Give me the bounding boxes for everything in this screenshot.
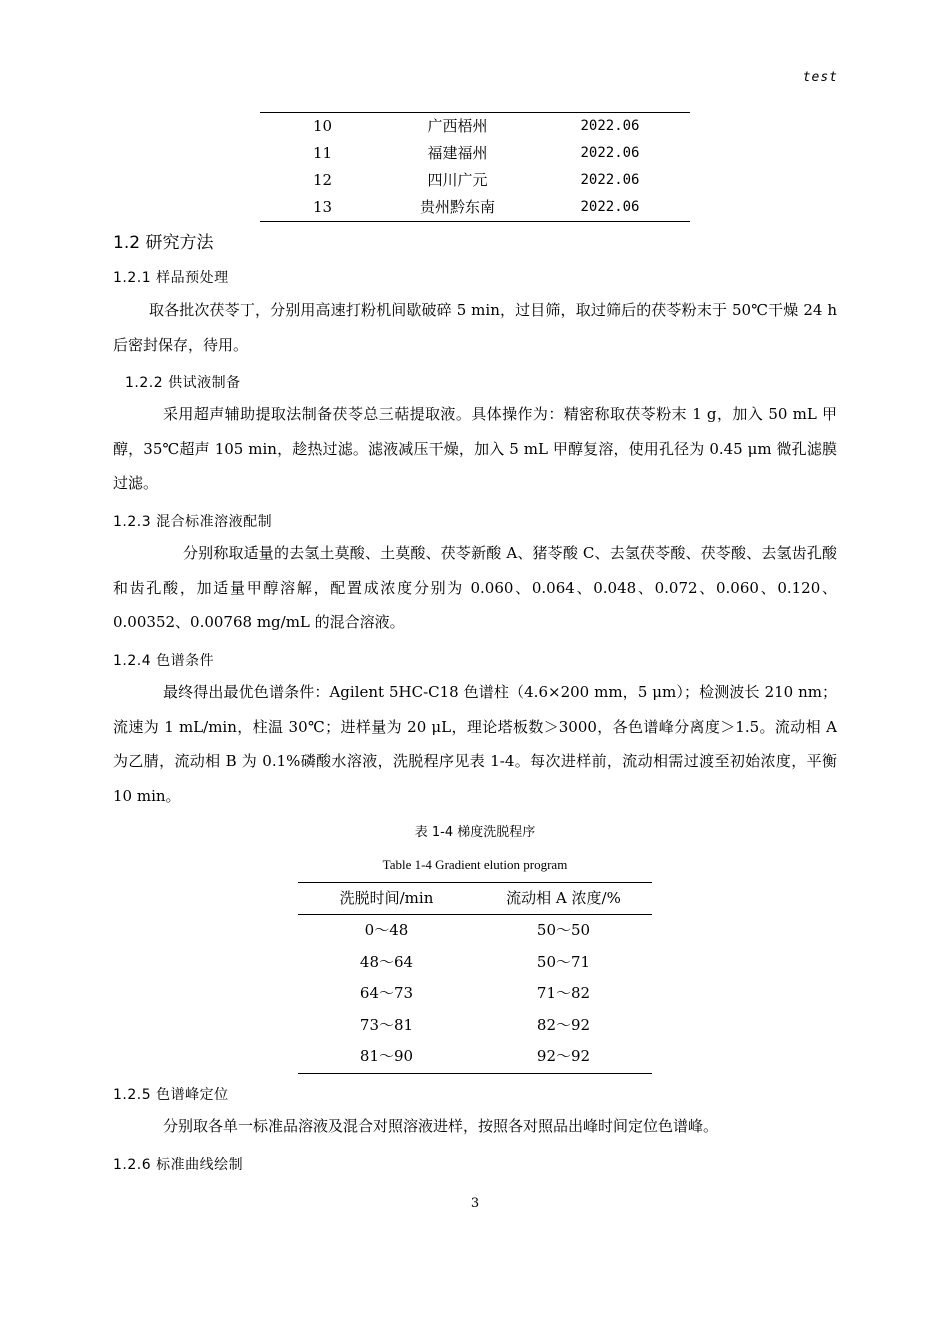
table-cell: 71～82: [536, 984, 591, 1003]
table-cell: 13: [312, 198, 333, 216]
table-row: [298, 1010, 652, 1042]
running-header: test: [802, 70, 838, 85]
table-caption-en: Table 1-4 Gradient elution program: [382, 857, 568, 872]
table-row: [298, 1041, 652, 1073]
table-cell: 64～73: [359, 984, 414, 1003]
table-cell: 福建福州: [427, 144, 488, 162]
column-header: 洗脱时间/min: [339, 889, 434, 907]
table-cell: 2022.06: [580, 145, 640, 161]
gradient-elution-table: [298, 882, 652, 1074]
section-heading-1-2-4: 1.2.4 色谱条件: [113, 653, 215, 669]
table-cell: 2022.06: [580, 118, 640, 134]
table-cell: 11: [312, 144, 333, 162]
section-heading-1-2-1: 1.2.1 样品预处理: [113, 270, 229, 286]
paragraph-1-2-5: [113, 1109, 837, 1144]
section-heading-1-2-5: 1.2.5 色谱峰定位: [113, 1087, 229, 1103]
paragraph-text: 分别取各单一标准品溶液及混合对照溶液进样，按照各对照品出峰时间定位色谱峰。: [163, 1117, 719, 1135]
paragraph-1-2-4: [113, 675, 837, 813]
table-cell: 81～90: [359, 1047, 414, 1066]
table-cell: 92～92: [536, 1047, 591, 1066]
table-cell: 73～81: [359, 1015, 414, 1034]
table-cell: 2022.06: [580, 172, 640, 188]
table-row: [298, 915, 652, 947]
table-cell: 0～48: [364, 921, 409, 939]
table-cell: 10: [312, 117, 333, 135]
table-row: [260, 167, 690, 194]
table-cell: 广西梧州: [427, 117, 488, 135]
paragraph-text: 分别称取适量的去氢土莫酸、土莫酸、茯苓新酸 A、猪苓酸 C、去氢茯苓酸、茯苓酸、去氢齿孔酸和齿孔酸，加适量甲醇溶解，配置成浓度分别为 0.060、0.064、0.048、0.072、0.060、0.120、0.00352、0.00768 mg/mL 的混合溶液。: [113, 544, 837, 631]
paragraph-1-2-3: [113, 536, 837, 640]
table-cell: 48～64: [359, 952, 414, 971]
table-row: [298, 947, 652, 979]
table-cell: 50～50: [536, 921, 591, 939]
table-row: [260, 140, 690, 167]
paragraph-text: 取各批次茯苓丁，分别用高速打粉机间歇破碎 5 min，过目筛，取过筛后的茯苓粉末于 50℃干燥 24 h 后密封保存，待用。: [113, 301, 837, 354]
table-row: [260, 194, 690, 221]
table-caption-cn: 表 1-4 梯度洗脱程序: [414, 825, 536, 840]
table-row: [298, 978, 652, 1010]
section-heading-1-2-6: 1.2.6 标准曲线绘制: [113, 1157, 244, 1173]
page-number: 3: [470, 1196, 480, 1211]
paragraph-text: 采用超声辅助提取法制备茯苓总三萜提取液。具体操作为：精密称取茯苓粉末 1 g，加入 50 mL 甲醇，35℃超声 105 min，趁热过滤。滤液减压干燥，加入 5 mL 甲醇复溶，使用孔径为 0.45 μm 微孔滤膜过滤。: [113, 405, 837, 492]
table-header-row: [298, 883, 652, 915]
table-cell: 82～92: [536, 1015, 591, 1034]
table-cell: 2022.06: [580, 199, 640, 215]
section-heading-1-2-2: 1.2.2 供试液制备: [125, 375, 241, 391]
column-header: 流动相 A 浓度/%: [506, 889, 621, 907]
paragraph-1-2-1: [113, 293, 837, 362]
table-cell: 12: [312, 171, 333, 189]
table-cell: 四川广元: [427, 171, 488, 189]
sample-origin-table: [260, 112, 690, 222]
table-cell: 50～71: [536, 952, 591, 971]
section-heading-1-2: 1.2 研究方法: [113, 233, 214, 253]
paragraph-1-2-2: [113, 397, 837, 501]
table-row: [260, 113, 690, 140]
section-heading-1-2-3: 1.2.3 混合标准溶液配制: [113, 514, 273, 530]
paragraph-text: 最终得出最优色谱条件：Agilent 5HC-C18 色谱柱（4.6×200 mm，5 μm）；检测波长 210 nm；流速为 1 mL/min，柱温 30℃；进样量为 20 μL，理论塔板数＞3000，各色谱峰分离度＞1.5。流动相 A 为乙腈，流动相 B 为 0.1%磷酸水溶液，洗脱程序见表 1-4。每次进样前，流动相需过渡至初始浓度，平衡 10 min。: [113, 683, 837, 805]
table-cell: 贵州黔东南: [419, 198, 495, 216]
